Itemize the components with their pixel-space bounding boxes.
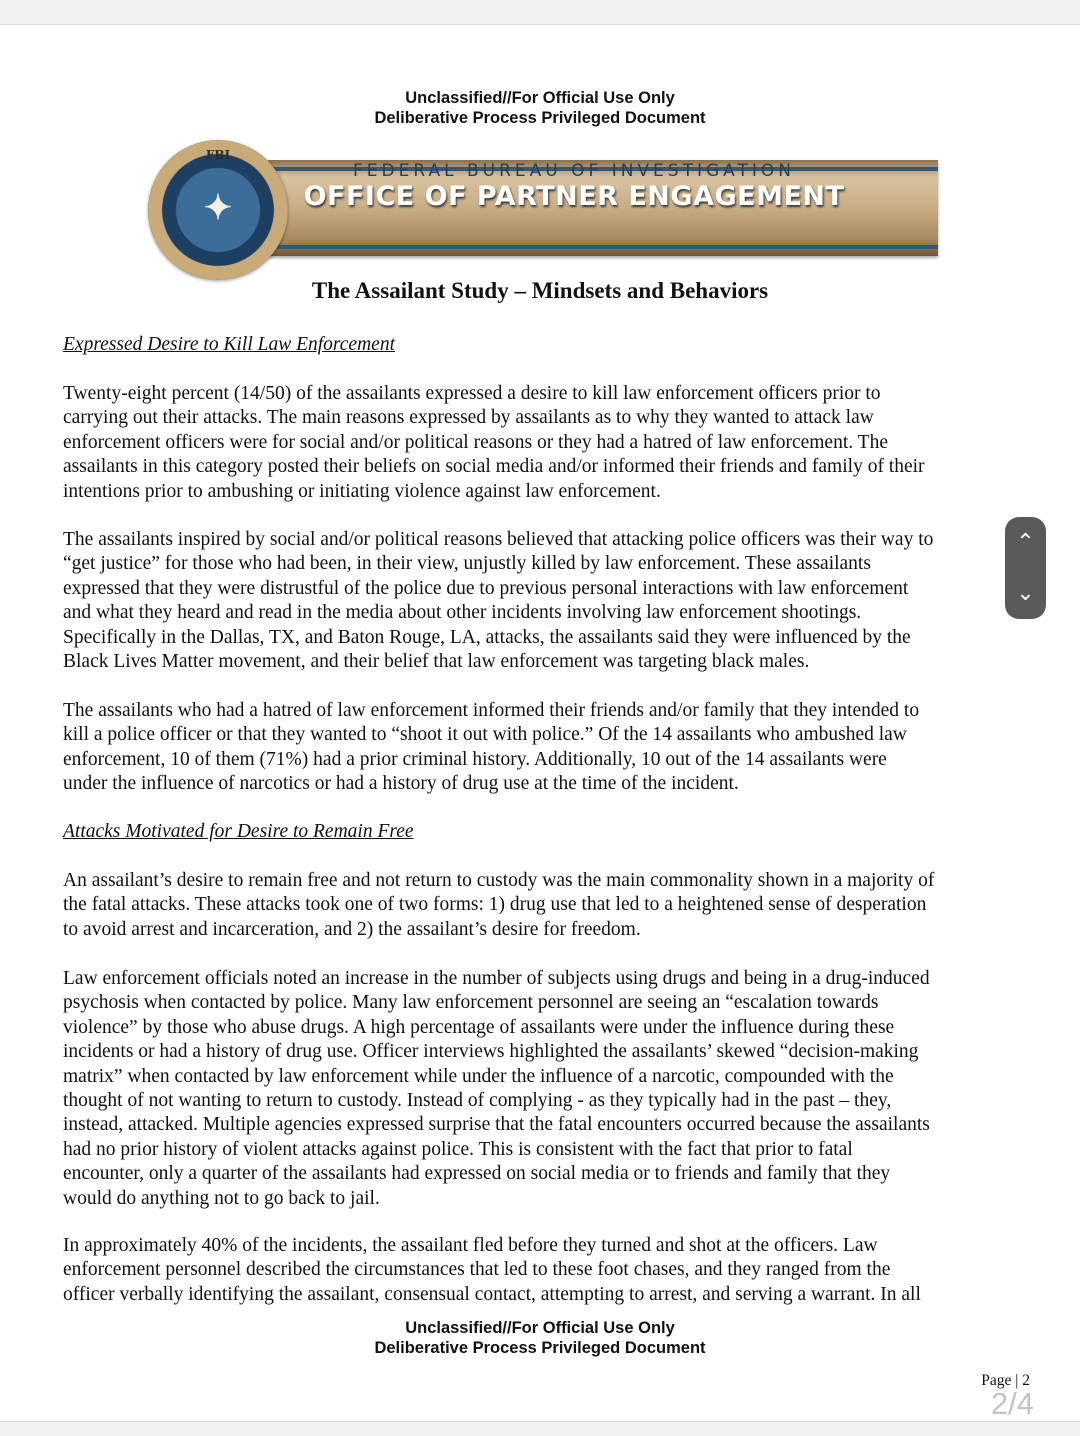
text-line: the fatal attacks. These attacks took one of two forms: 1) drug use that led to a heightened sense of desperation [63, 894, 927, 916]
page-indicator: 2/4 [990, 1386, 1034, 1421]
text-line: Black Lives Matter movement, and their belief that law enforcement was targeting black males. [63, 650, 810, 672]
text-line: kill a police officer or that they wanted to “shoot it out with police.” Of the 14 assailants who ambushed law [63, 724, 907, 746]
text-line: incidents or had a history of drug use. Officer interviews highlighted the assailants’ skewed “decision-making [63, 1041, 919, 1063]
paragraph [63, 382, 1053, 504]
text-line: In approximately 40% of the incidents, the assailant fled before they turned and shot at the officers. Law [63, 1235, 878, 1256]
classification-footer [0, 1318, 1080, 1358]
text-line: enforcement, 10 of them (71%) had a prior criminal history. Additionally, 10 out of the 14 assailants were [63, 748, 887, 770]
banner-agency: FEDERAL BUREAU OF INVESTIGATION [353, 161, 795, 181]
paragraph [63, 1234, 1053, 1307]
text-line: Specifically in the Dallas, TX, and Baton Rouge, LA, attacks, the assailants said they were influenced by the [63, 626, 911, 648]
text-line: thought of not wanting to return to custody. Instead of complying - as they typically had in the past – they, [63, 1089, 892, 1111]
paragraph [63, 699, 1053, 797]
privilege-label: Deliberative Process Privileged Document [374, 1339, 706, 1357]
text-line: The assailants inspired by social and/or political reasons believed that attacking police officers was their way to [63, 529, 934, 550]
chevron-up-icon[interactable]: ⌃ [1016, 530, 1035, 555]
paragraph [63, 869, 1053, 942]
text-line: An assailant’s desire to remain free and not return to custody was the main commonality shown in a majority of [63, 870, 935, 891]
classification-label: Unclassified//For Official Use Only [405, 1319, 675, 1337]
chevron-down-icon[interactable]: ⌄ [1016, 581, 1035, 606]
text-line: psychosis when contacted by police. Many law enforcement personnel are seeing an “escalation towards [63, 992, 879, 1014]
text-line: Twenty-eight percent (14/50) of the assailants expressed a desire to kill law enforcement officers prior to [63, 383, 881, 404]
text-line: Law enforcement officials noted an increase in the number of subjects using drugs and being in a drug-induced [63, 968, 930, 989]
fbi-seal-logo [148, 140, 288, 280]
text-line: officer verbally identifying the assailant, consensual contact, attempting to arrest, and serving a warrant. In all [63, 1283, 921, 1305]
text-line: instead, attacked. Multiple agencies expressed surprise that the fatal encounters occurred because the assailants [63, 1114, 930, 1136]
text-line: would do anything not to go back to jail. [63, 1187, 380, 1209]
document-title: The Assailant Study – Mindsets and Behaviors [311, 278, 769, 303]
text-line: carrying out their attacks. The main reasons expressed by assailants as to why they wanted to attack law [63, 407, 874, 429]
text-line: to avoid arrest and incarceration, and 2) the assailant’s desire for freedom. [63, 918, 641, 940]
page-navigation [1005, 517, 1046, 619]
text-line: “get justice” for those who had been, in their view, unjustly killed by law enforcement. These assailants [63, 553, 871, 575]
section-heading: Expressed Desire to Kill Law Enforcement [63, 334, 395, 355]
page-number: Page | 2 [981, 1372, 1030, 1389]
text-line: and what they heard and read in the media about other incidents involving law enforcement shootings. [63, 602, 862, 624]
text-line: enforcement officers were for social and/or political reasons or they had a hatred of law enforcement. The [63, 431, 888, 453]
privilege-label: Deliberative Process Privileged Document [374, 109, 706, 127]
text-line: had no prior history of violent attacks against police. This is consistent with the fact that prior to fatal [63, 1138, 853, 1160]
fbi-ope-banner [148, 140, 940, 265]
text-line: matrix” when contacted by law enforcement while under the influence of a narcotic, compounded with the [63, 1065, 894, 1087]
text-line: under the influence of narcotics or had a history of drug use at the time of the incident. [63, 773, 739, 795]
paragraph [63, 967, 1053, 1211]
text-line: assailants in this category posted their beliefs on social media and/or informed their friends and family of their [63, 456, 925, 478]
paragraph [63, 528, 1053, 674]
classification-label: Unclassified//For Official Use Only [405, 89, 675, 107]
text-line: violence” by those who abuse drugs. A high percentage of assailants were under the influence during these [63, 1016, 895, 1038]
text-line: enforcement personnel described the circumstances that led to these foot chases, and they ranged from the [63, 1259, 891, 1281]
text-line: expressed that they were distrustful of the police due to previous personal interactions with law enforcement [63, 577, 909, 599]
banner-stripe-bottom [268, 245, 938, 249]
eagle-icon: ✦ [203, 188, 233, 228]
seal-text: FBI [205, 148, 231, 162]
classification-header [0, 88, 1080, 128]
text-line: The assailants who had a hatred of law enforcement informed their friends and/or family that they intended to [63, 700, 920, 721]
text-line: encounter, only a quarter of the assailants had expressed on social media or to friends and family that they [63, 1163, 891, 1185]
section-heading: Attacks Motivated for Desire to Remain Free [63, 821, 414, 842]
text-line: intentions prior to ambushing or initiating violence against law enforcement. [63, 480, 661, 502]
banner-office: OFFICE OF PARTNER ENGAGEMENT [303, 181, 845, 212]
